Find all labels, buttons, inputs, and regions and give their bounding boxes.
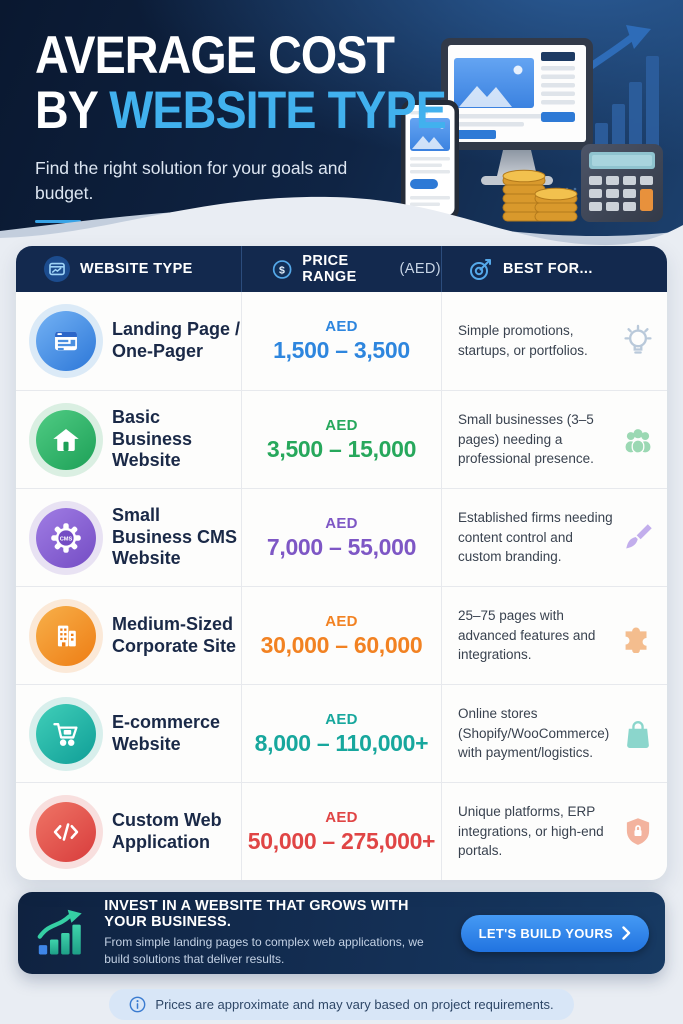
wave-divider (0, 191, 683, 252)
price-range-cell (241, 489, 441, 586)
table-row-cms-website (16, 488, 667, 586)
page-title-line1: AVERAGE COST (35, 26, 395, 85)
code-icon (36, 802, 96, 862)
price-range-cell (241, 292, 441, 390)
column-header-price-range (241, 246, 441, 292)
building-icon (36, 606, 96, 666)
best-for-cell (441, 391, 667, 488)
browser-chart-icon (44, 256, 70, 282)
best-for-text: Unique platforms, ERP integrations, or high-end portals. (458, 804, 604, 859)
shield-lock-icon (621, 815, 655, 849)
puzzle-icon (621, 619, 655, 653)
column-header-website-type (16, 246, 241, 292)
website-type-label: Landing Page / One-Pager (112, 319, 241, 361)
chevron-right-icon (622, 926, 631, 940)
cta-heading: INVEST IN A WEBSITE THAT GROWS WITH YOUR BUSINESS. (104, 898, 409, 931)
table-row-ecommerce (16, 684, 667, 782)
column-header-best-for (441, 246, 667, 292)
hero-subtitle: Find the right solution for your goals and budget. (35, 158, 348, 204)
price-range-value: 1,500 – 3,500 (273, 337, 410, 363)
cta-copy (104, 898, 444, 968)
best-for-text: 25–75 pages with advanced features and integrations. (458, 608, 596, 663)
dollar-circle-icon (272, 257, 292, 282)
column-label: PRICE RANGE (302, 253, 357, 285)
pricing-table (16, 246, 667, 880)
cta-button-label: LET'S BUILD YOURS (478, 925, 613, 941)
people-icon (621, 423, 655, 457)
currency-label: AED (325, 318, 358, 335)
price-range-value: 30,000 – 60,000 (260, 631, 423, 658)
table-row-custom-web-app (16, 782, 667, 880)
cta-subtext: From simple landing pages to complex web applications, we build solutions that deliver results. (104, 935, 424, 966)
best-for-text: Small businesses (3–5 pages) needing a professional presence. (458, 412, 594, 467)
best-for-cell (441, 587, 667, 684)
website-type-label: Custom Web Application (112, 809, 222, 852)
footnote-pill (109, 989, 573, 1020)
price-range-value: 50,000 – 275,000+ (247, 827, 436, 854)
shopping-bag-icon (621, 717, 655, 751)
website-type-label: Medium-Sized Corporate Site (112, 613, 237, 656)
lets-build-yours-button[interactable] (461, 915, 649, 952)
price-range-cell (241, 587, 441, 684)
website-type-label: Small Business CMS Website (112, 504, 238, 569)
cta-banner (18, 892, 665, 974)
title-highlight: WEBSITE TYPE (109, 81, 446, 141)
title-prefix: BY (35, 81, 110, 141)
website-type-label: Basic Business Website (112, 406, 193, 471)
best-for-cell (441, 783, 667, 880)
cart-icon (36, 704, 96, 764)
svg-text:$: $ (279, 263, 286, 276)
currency-label: AED (325, 710, 358, 728)
house-icon (36, 410, 96, 470)
best-for-text: Established firms needing content control and custom branding. (458, 510, 613, 565)
hero-header (0, 0, 683, 252)
price-range-cell (241, 783, 441, 880)
best-for-cell (441, 489, 667, 586)
column-label: BEST FOR... (503, 261, 593, 277)
column-label-suffix: (AED) (399, 261, 441, 277)
paintbrush-icon (621, 521, 655, 555)
best-for-cell (441, 292, 667, 390)
price-range-cell (241, 685, 441, 782)
price-range-value: 8,000 – 110,000+ (254, 729, 429, 756)
column-label: WEBSITE TYPE (80, 261, 193, 277)
currency-label: AED (325, 514, 358, 532)
footnote-text: Prices are approximate and may vary based on project requirements. (155, 997, 554, 1012)
table-header-row (16, 246, 667, 292)
price-range-value: 7,000 – 55,000 (266, 533, 417, 560)
currency-label: AED (325, 612, 358, 630)
page-title-line2 (35, 81, 446, 141)
table-row-corporate-site (16, 586, 667, 684)
currency-label: AED (325, 808, 358, 826)
growth-chart-icon (36, 908, 88, 958)
best-for-cell (441, 685, 667, 782)
lightbulb-icon (621, 324, 655, 358)
price-range-value: 3,500 – 15,000 (266, 435, 417, 462)
table-row-basic-business (16, 390, 667, 488)
info-icon (129, 996, 146, 1013)
svg-text:CMS: CMS (59, 535, 73, 542)
best-for-text: Simple promotions, startups, or portfolios. (458, 323, 588, 358)
cms-gear-icon (36, 508, 96, 568)
target-icon (468, 257, 493, 282)
table-row-landing-page (16, 292, 667, 390)
website-type-label: E-commerce Website (112, 711, 221, 754)
price-range-cell (241, 391, 441, 488)
currency-label: AED (325, 416, 358, 434)
best-for-text: Online stores (Shopify/WooCommerce) with payment/logistics. (458, 706, 610, 761)
webpage-icon (36, 311, 96, 371)
